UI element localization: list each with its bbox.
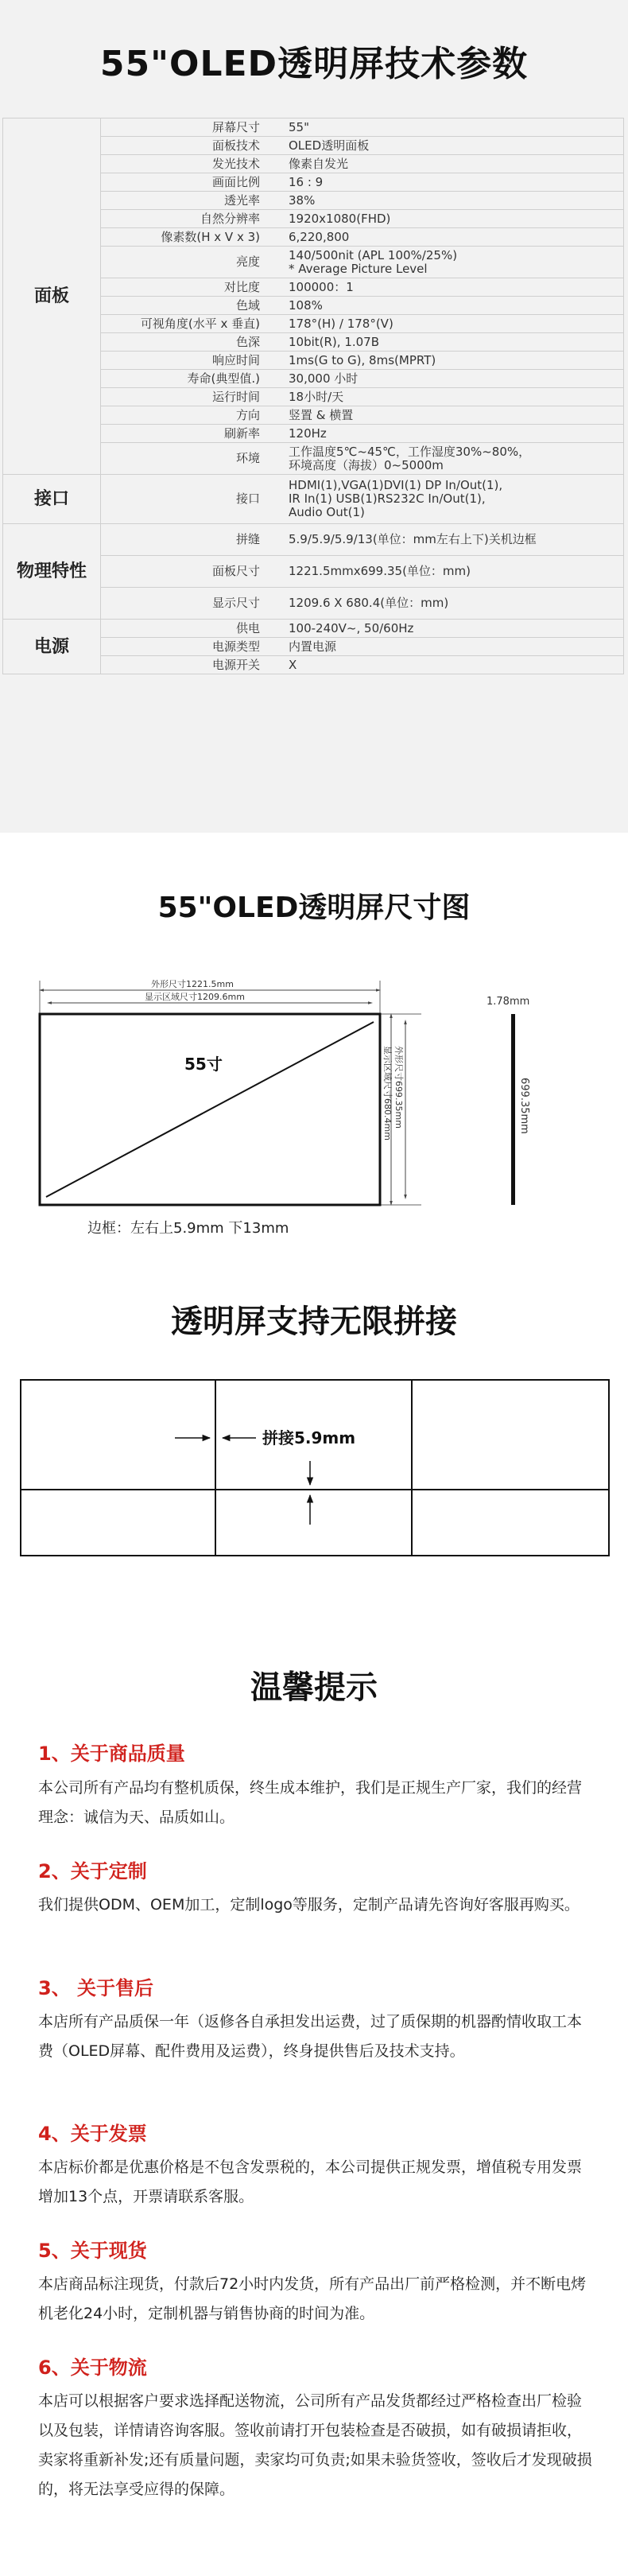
spec-value-line: 像素自发光 (289, 156, 349, 171)
spec-value (265, 315, 624, 333)
spec-value-line: HDMI(1),VGA(1)DVI(1) DP In/Out(1), (289, 478, 503, 492)
tip-heading-stock: 5、关于现货 (38, 2240, 147, 2262)
spec-value-line: 30,000 小时 (289, 371, 359, 386)
dimension-drawing (0, 958, 628, 1213)
spec-value (265, 406, 624, 425)
outer-width-label: 外形尺寸1221.5mm (151, 979, 234, 989)
spec-value (265, 370, 624, 388)
spec-label: 环境 (101, 443, 266, 475)
dimension-title: 55"OLED透明屏尺寸图 (157, 892, 471, 924)
splicing-diagram (0, 1372, 628, 1563)
spec-label: 色域 (101, 297, 266, 315)
spec-value (265, 192, 624, 210)
spec-title: 55"OLED透明屏技术参数 (99, 44, 529, 84)
spec-label: 刷新率 (101, 425, 266, 443)
display-height-label: 显示区域尺寸680.4mm (382, 1046, 393, 1140)
spec-section (0, 0, 628, 833)
spec-value-line: 120Hz (289, 425, 327, 441)
spec-label: 画面比例 (101, 173, 266, 192)
spec-value (265, 620, 624, 638)
spec-value (265, 278, 624, 297)
tip-body-stock: 本店商品标注现货，付款后72小时内发货，所有产品出厂前严格检测，并不断电烤机老化24小时，定制机器与销售协商的时间为准。 (38, 2275, 587, 2322)
spec-value (265, 475, 624, 524)
spec-value-line: 1221.5mmx699.35(单位：mm) (289, 564, 471, 578)
spec-value-line: 内置电源 (289, 639, 337, 654)
spec-value (265, 352, 624, 370)
spec-label: 运行时间 (101, 388, 266, 406)
side-view-profile (511, 1014, 515, 1205)
spec-value-line: 178°(H) / 178°(V) (289, 316, 393, 331)
spec-value (265, 333, 624, 352)
spec-table (2, 118, 624, 674)
spec-value (265, 656, 624, 674)
spec-value-line: Audio Out(1) (289, 505, 365, 519)
spec-value-line: 1ms(G to G), 8ms(MPRT) (289, 352, 436, 367)
spec-value-line: * Average Picture Level (289, 261, 428, 276)
spec-value (265, 524, 624, 556)
spec-label: 响应时间 (101, 352, 266, 370)
spec-category-power: 电源 (3, 620, 101, 674)
tip-body-quality: 本公司所有产品均有整机质保，终生成本维护，我们是正规生产厂家，我们的经营理念：诚信为天、品质如山。 (38, 1779, 583, 1826)
spec-value-line: 6,220,800 (289, 229, 350, 244)
spec-value (265, 137, 624, 155)
spec-label: 色深 (101, 333, 266, 352)
spec-value-line: 100-240V~, 50/60Hz (289, 620, 414, 635)
spec-value-line: 环境高度（海拔）0~5000m (289, 457, 444, 472)
spec-label: 可视角度(水平 x 垂直) (101, 315, 266, 333)
spec-value (265, 443, 624, 475)
panel-size-label: 55寸 (184, 1055, 223, 1074)
spec-label: 接口 (101, 475, 266, 524)
tip-heading-quality: 1、关于商品质量 (38, 1743, 185, 1765)
spec-category-panel: 面板 (3, 119, 101, 475)
spec-value (265, 155, 624, 173)
spec-value-line: 工作温度5℃~45℃，工作湿度30%~80%， (289, 444, 531, 459)
spec-value-line: 1209.6 X 680.4(单位：mm) (289, 596, 449, 610)
spec-value-line: 140/500nit (APL 100%/25%) (289, 247, 458, 262)
splicing-title: 透明屏支持无限拼接 (171, 1304, 457, 1340)
spec-value-line: 5.9/5.9/5.9/13(单位：mm左右上下)关机边框 (289, 532, 537, 546)
thickness-label: 1.78mm (487, 996, 530, 1008)
spec-value (265, 247, 624, 278)
spec-label: 像素数(H x V x 3) (101, 228, 266, 247)
spec-value-line: 108% (289, 297, 323, 313)
spec-value-line: 18小时/天 (289, 389, 344, 404)
spec-label: 对比度 (101, 278, 266, 297)
tip-body-logistics: 本店可以根据客户要求选择配送物流，公司所有产品发货都经过严格检查出厂检验以及包装，详情请咨询客服。签收前请打开包装检查是否破损，如有破损请拒收，卖家将重新补发;还有质量问题，卖家均可负责;如果未验货签收，签收后才发现破损的，将无法享受应得的保障。 (38, 2392, 592, 2498)
spec-row (3, 475, 624, 524)
spec-value-line: 竖置 & 横置 (289, 407, 354, 422)
tip-body-invoice: 本店标价都是优惠价格是不包含发票税的，本公司提供正规发票，增值税专用发票增加13个点，开票请联系客服。 (38, 2158, 583, 2205)
spec-label: 屏幕尺寸 (101, 119, 266, 137)
splicing-grid-frame (21, 1380, 609, 1556)
spec-category-interface: 接口 (3, 475, 101, 524)
spec-value-line: OLED透明面板 (289, 138, 370, 153)
spec-value (265, 425, 624, 443)
tip-heading-logistics: 6、关于物流 (38, 2356, 147, 2379)
tip-heading-customization: 2、关于定制 (38, 1860, 147, 1882)
tip-body-aftersales: 本店所有产品质保一年（返修各自承担发出运费，过了质保期的机器酌情收取工本费（OLED屏幕、配件费用及运费），终身提供售后及技术支持。 (38, 2013, 583, 2060)
spec-row (3, 524, 624, 556)
spec-label: 发光技术 (101, 155, 266, 173)
spec-label: 方向 (101, 406, 266, 425)
spec-value (265, 210, 624, 228)
spec-value (265, 173, 624, 192)
seam-label: 拼接5.9mm (262, 1428, 356, 1447)
spec-row (3, 119, 624, 137)
spec-value (265, 638, 624, 656)
spec-label: 寿命(典型值.) (101, 370, 266, 388)
spec-value-line: 100000：1 (289, 279, 354, 294)
spec-label: 供电 (101, 620, 266, 638)
spec-label: 电源开关 (101, 656, 266, 674)
spec-label: 透光率 (101, 192, 266, 210)
spec-value-line: 55" (289, 119, 309, 134)
bezel-note: 边框：左右上5.9mm 下13mm (87, 1220, 289, 1237)
outer-height-label: 外形尺寸699.35mm (393, 1046, 404, 1129)
spec-value (265, 228, 624, 247)
spec-row (3, 620, 624, 638)
spec-label: 面板技术 (101, 137, 266, 155)
tip-body-customization: 我们提供ODM、OEM加工，定制logo等服务，定制产品请先咨询好客服再购买。 (38, 1896, 580, 1914)
spec-value-line: X (289, 657, 297, 672)
spec-value-line: IR In(1) USB(1)RS232C In/Out(1), (289, 491, 486, 506)
spec-label: 显示尺寸 (101, 588, 266, 620)
spec-label: 亮度 (101, 247, 266, 278)
tip-heading-invoice: 4、关于发票 (38, 2123, 147, 2145)
spec-value-line: 1920x1080(FHD) (289, 211, 391, 226)
spec-label: 拼缝 (101, 524, 266, 556)
spec-category-physical: 物理特性 (3, 524, 101, 620)
spec-value-line: 10bit(R), 1.07B (289, 334, 380, 349)
spec-value-line: 38% (289, 192, 316, 208)
spec-value-line: 16 : 9 (289, 174, 324, 189)
display-width-label: 显示区域尺寸1209.6mm (145, 992, 245, 1002)
spec-label: 面板尺寸 (101, 556, 266, 588)
spec-value (265, 119, 624, 137)
side-height-label: 699.35mm (518, 1078, 530, 1134)
spec-label: 电源类型 (101, 638, 266, 656)
spec-value (265, 297, 624, 315)
tips-title: 温馨提示 (250, 1669, 378, 1706)
spec-value (265, 588, 624, 620)
tip-heading-aftersales: 3、 关于售后 (38, 1977, 154, 1999)
spec-value (265, 556, 624, 588)
spec-value (265, 388, 624, 406)
spec-label: 自然分辨率 (101, 210, 266, 228)
